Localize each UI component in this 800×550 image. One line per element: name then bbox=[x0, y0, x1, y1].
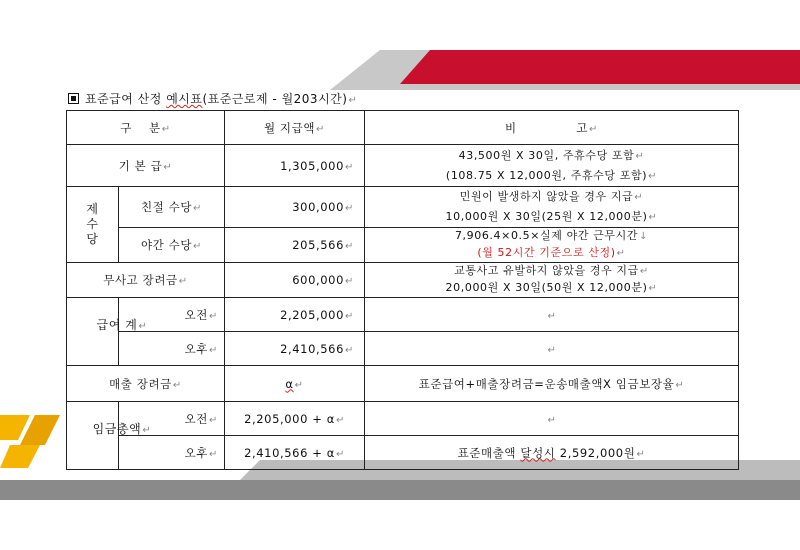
table-row-base-pay bbox=[67, 145, 739, 187]
night-allowance-note: 7,906.4×0.5×실제 야간 근무시간↓ (월 52시간 기준으로 산정)↵ bbox=[365, 228, 739, 263]
table-row-night-allowance bbox=[67, 228, 739, 263]
salary-am-note: ↵ bbox=[365, 298, 739, 332]
wage-am-note: ↵ bbox=[365, 402, 739, 436]
header-amount: 월 지급액↵ bbox=[225, 111, 365, 145]
night-allowance-label: 야간 수당↵ bbox=[119, 228, 225, 263]
return-mark-icon: ↵ bbox=[348, 95, 358, 106]
sales-bonus-note: 표준급여+매출장려금=운송매출액X 임금보장율↵ bbox=[365, 366, 739, 402]
salary-am-amount: 2,205,000↵ bbox=[225, 298, 365, 332]
base-pay-label: 기 본 급↵ bbox=[67, 145, 225, 187]
wage-am-label: 오전↵ bbox=[119, 402, 225, 436]
table-row-wage-pm bbox=[67, 436, 739, 470]
base-pay-amount: 1,305,000↵ bbox=[225, 145, 365, 187]
table-row-safety-bonus bbox=[67, 263, 739, 298]
top-banner bbox=[0, 0, 800, 90]
wage-pm-note: 표준매출액 달성시 2,592,000원↵ bbox=[365, 436, 739, 470]
wage-total-text: 임금총액↵ bbox=[92, 422, 152, 436]
salary-am-label: 오전↵ bbox=[119, 298, 225, 332]
table-row-kindness-allowance bbox=[67, 187, 739, 228]
salary-pm-label: 오후↵ bbox=[119, 332, 225, 366]
wage-am-amount: 2,205,000 + α↵ bbox=[225, 402, 365, 436]
sales-bonus-label: 매출 장려금↵ bbox=[67, 366, 225, 402]
header-category: 구 분↵ bbox=[67, 111, 225, 145]
salary-pm-amount: 2,410,566↵ bbox=[225, 332, 365, 366]
allowance-group-label: 제 수 당 bbox=[67, 187, 119, 263]
wage-table bbox=[66, 110, 739, 470]
kindness-allowance-note: 민원이 발생하지 않았을 경우 지급↵ 10,000원 X 30일(25원 X 12,000분)↵ bbox=[365, 187, 739, 228]
wage-pm-amount: 2,410,566 + α↵ bbox=[225, 436, 365, 470]
safety-bonus-note: 교통사고 유발하지 않았을 경우 지급↵ 20,000원 X 30일(50원 X 12,000분)↵ bbox=[365, 263, 739, 298]
kindness-allowance-label: 친절 수당↵ bbox=[119, 187, 225, 228]
salary-total-text: 급여 계↵ bbox=[96, 318, 148, 332]
sales-bonus-amount: α↵ bbox=[225, 366, 365, 402]
base-pay-note: 43,500원 X 30일, 주휴수당 포함↵ (108.75 X 12,000원, 주휴수당 포함)↵ bbox=[365, 145, 739, 187]
bottom-banner bbox=[0, 460, 800, 550]
wage-pm-label: 오후↵ bbox=[119, 436, 225, 470]
table-header-row bbox=[67, 111, 739, 145]
table-row-salary-pm bbox=[67, 332, 739, 366]
safety-bonus-amount: 600,000↵ bbox=[225, 263, 365, 298]
square-bullet-icon bbox=[68, 93, 79, 104]
kindness-allowance-amount: 300,000↵ bbox=[225, 187, 365, 228]
table-row-sales-bonus bbox=[67, 366, 739, 402]
salary-pm-note: ↵ bbox=[365, 332, 739, 366]
safety-bonus-label: 무사고 장려금↵ bbox=[67, 263, 225, 298]
night-allowance-amount: 205,566↵ bbox=[225, 228, 365, 263]
page-title: 표준급여 산정 예시표(표준근로제 - 월203시간)↵ bbox=[68, 90, 357, 107]
header-note: 비 고↵ bbox=[365, 111, 739, 145]
